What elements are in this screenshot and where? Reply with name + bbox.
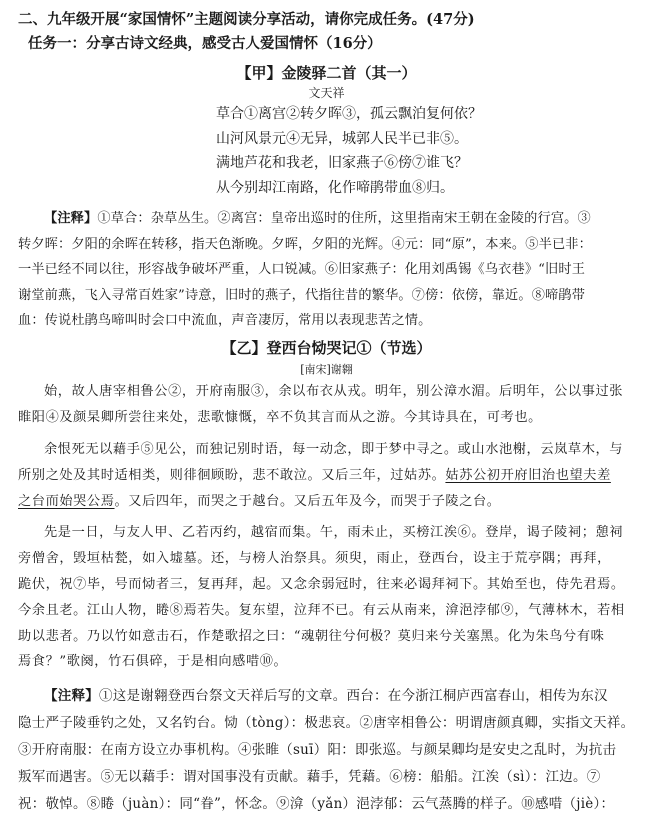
poem-notes	[18, 206, 635, 333]
poem-body	[18, 102, 635, 200]
prose-line: 助以悲者。乃以竹如意击石，作楚歌招之曰：“魂朝往兮何极？莫归来兮关塞黑。化为朱鸟兮有咮	[18, 628, 605, 644]
underlined-sentence: 之台而始哭公焉	[18, 493, 115, 509]
note-line: ①这是谢翱登西台祭文天祥后写的文章。西台：在今浙江桐庐西富春山，相传为东汉	[99, 688, 608, 705]
note-line: 血：传说杜鹃鸟啼叫时会口中流血，声音凄厉，常用以表现悲苦之情。	[18, 313, 432, 328]
prose-text: 所别之处及其时适相类，则徘徊顾盼，悲不敢泣。又后三年，过姑苏。	[18, 467, 446, 483]
prose-body	[18, 379, 635, 675]
prose-text: 。又后四年，而哭之于越台。又后五年及今，而哭于子陵之台。	[114, 493, 501, 509]
note-label: 【注释】	[44, 211, 98, 227]
prose-author: [南宋]谢翱	[300, 363, 353, 377]
poem-line: 满地芦花和我老，旧家燕子⑥傍⑦谁飞？	[216, 155, 468, 172]
prose-title: 【乙】登西台恸哭记①（节选）	[221, 339, 432, 358]
note-line: 隐士严子陵垂钓之处，又名钓台。恸（tòng）：极悲哀。②唐宰相鲁公：明谓唐颜真卿，实指文天祥。	[18, 715, 635, 732]
prose-line: 旁僧舍，毁垣枯甃，如入墟墓。还，与榜人治祭具。须臾，雨止，登西台，设主于荒亭隅；再拜，	[18, 551, 611, 567]
prose-line: 睢阳④及颜杲卿所尝往来处，悲歌慷慨，卒不负其言而从之游。今其诗具在，可考也。	[18, 410, 542, 426]
note-line: ①草合：杂草丛生。②离宫：皇帝出巡时的住所，这里指南宋王朝在金陵的行宫。③	[97, 211, 591, 227]
task-one-heading: 任务一：分享古诗文经典，感受古人爱国情怀（16分）	[28, 35, 382, 52]
prose-line: 先是一日，与友人甲、乙若丙约，越宿而集。午，雨未止，买榜江涘⑥。登岸，谒子陵祠；憩祠	[44, 525, 624, 541]
section-heading: 二、九年级开展“家国情怀”主题阅读分享活动，请你完成任务。(47分)	[18, 11, 475, 28]
prose-notes	[18, 683, 635, 818]
prose-line: 余恨死无以藉手⑤见公，而独记别时语，每一动念，即于梦中寻之。或山水池榭，云岚草木，与	[44, 442, 624, 457]
poem-title: 【甲】金陵驿二首（其一）	[236, 64, 417, 82]
note-line: 一半已经不同以往，形容战争破坏严重，人口锐减。⑥旧家燕子：化用刘禹锡《乌衣巷》“旧时王	[18, 262, 586, 278]
note-label: 【注释】	[44, 688, 99, 705]
poem-line: 草合①离宫②转夕晖③，孤云飘泊复何依？	[216, 106, 482, 122]
prose-line: 始，故人唐宰相鲁公②，开府南服③，余以布衣从戎。明年，别公漳水湄。后明年，公以事过张	[44, 384, 624, 400]
poem-author: 文天祥	[308, 86, 345, 100]
note-line: ③开府南服：在南方设立办事机构。④张睢（suī）阳：即张巡。与颜杲卿均是安史之乱时，为抗击	[18, 742, 617, 759]
poem-line: 从今别却江南路，化作啼鹃带血⑧归。	[216, 179, 454, 196]
prose-line: 今余且老。江山人物，睠⑧焉若失。复东望，泣拜不已。有云从南来，渰浥浡郁⑨，气薄林木，若相	[18, 602, 625, 618]
note-line: 转夕晖：夕阳的余晖在转移，指天色渐晚。夕晖，夕阳的光辉。④元：同“原”，本来。⑤半已非：	[18, 236, 592, 252]
note-line: 叛军而遇害。⑤无以藉手：谓对国事没有贡献。藉手，凭藉。⑥榜：船船。江涘（sì）：江边。⑦	[18, 769, 601, 786]
poem-line: 山河风景元④无异，城郭人民半已非⑤。	[216, 130, 468, 147]
prose-line: 焉食？”歌阕，竹石俱碎，于是相向感唶⑩。	[18, 654, 288, 670]
prose-line: 跪伏，祝⑦毕，号而恸者三，复再拜，起。又念余弱冠时，往来必谒拜祠下。其始至也，侍先君焉。	[18, 576, 625, 592]
note-line: 祝：敬悼。⑧睠（juàn）：同“眷”，怀念。⑨渰（yǎn）浥浡郁：云气蒸腾的样子。⑩感唶（jiè）：	[18, 796, 615, 813]
note-line: 谢堂前燕，飞入寻常百姓家”诗意，旧时的燕子，代指往昔的繁华。⑦傍：依傍，靠近。⑧啼鹃带	[18, 287, 586, 303]
underlined-sentence: 姑苏公初开府旧治也望夫差	[445, 467, 611, 483]
